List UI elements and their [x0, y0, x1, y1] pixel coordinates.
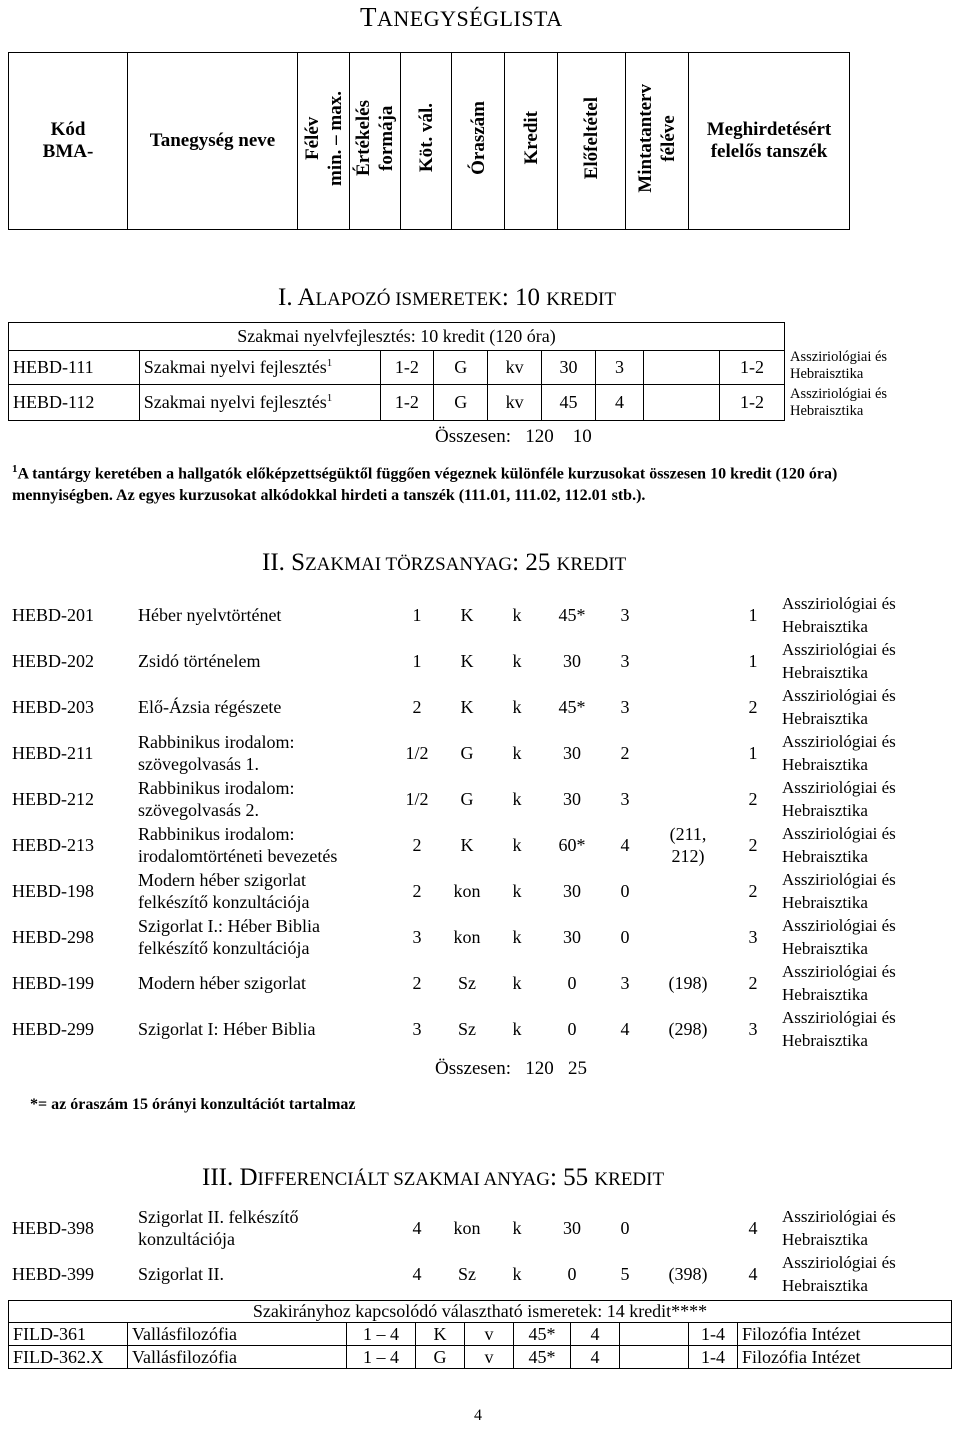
table-row: [8, 960, 954, 1006]
table-row: [8, 730, 954, 776]
cell-code: HEBD-211: [12, 742, 94, 763]
course-name-line-1: Szigorlat II.: [138, 1264, 224, 1284]
cell-dept: [778, 1006, 954, 1052]
cell-sem: 2: [412, 972, 422, 993]
cell-prereq: (211, 212): [669, 824, 707, 866]
cell-code: HEBD-201: [12, 604, 94, 625]
cell-credit: 0: [620, 926, 630, 947]
cell-form: Sz: [458, 1263, 476, 1284]
header-code: Kód BMA-: [9, 53, 128, 230]
header-plan-semester: Mintatanterv féléve: [626, 53, 689, 230]
section-1-subhead: Szakmai nyelvfejlesztés: 10 kredit (120 óra): [9, 323, 785, 351]
cell-sem: 2: [412, 880, 422, 901]
table-row: [8, 822, 954, 868]
section-3-heading: III. DIFFERENCIÁLT SZAKMAI ANYAG: 55 KREDIT: [202, 1164, 665, 1191]
cell-name: [134, 822, 392, 868]
cell-req: k: [512, 1263, 522, 1284]
cell-plan: 3: [748, 1018, 758, 1039]
cell-form: G: [460, 788, 474, 809]
cell-plan: 1: [748, 604, 758, 625]
department-line-2: Hebraisztika: [782, 847, 868, 866]
header-prereq: Előfeltétel: [558, 53, 626, 230]
cell-dept: [778, 1205, 954, 1251]
cell-name: [134, 1205, 392, 1251]
cell-req: k: [512, 834, 522, 855]
cell-req: k: [512, 880, 522, 901]
cell-code: HEBD-199: [12, 972, 94, 993]
department-line-1: Assziriológiai és: [782, 594, 896, 613]
table-row: [8, 1205, 954, 1251]
department-line-2: Hebraisztika: [782, 801, 868, 820]
cell-hours: 45*: [558, 604, 586, 625]
cell-hours: 30: [563, 1217, 581, 1238]
header-assessment: Értékelés formája: [350, 53, 401, 230]
header-hours: Óraszám: [452, 53, 505, 230]
cell-prereq: (298): [668, 1019, 708, 1039]
cell-name: [134, 730, 392, 776]
cell-prereq: [648, 592, 728, 638]
cell-prereq: [648, 730, 728, 776]
cell-dept: [778, 776, 954, 822]
cell-code: HEBD-299: [12, 1018, 94, 1039]
cell-dept: [778, 960, 954, 1006]
cell-req: k: [512, 650, 522, 671]
elective-table: [8, 1300, 952, 1369]
cell-form: kon: [453, 926, 481, 947]
department-line-2: Hebraisztika: [782, 893, 868, 912]
department-line-2: Hebraisztika: [782, 1031, 868, 1050]
department-line-1: Assziriológiai és: [782, 732, 896, 751]
course-name-line-1: Rabbinikus irodalom:: [138, 824, 295, 844]
cell-name: [134, 1251, 392, 1297]
table-row: [8, 914, 954, 960]
department-line-1: Assziriológiai és: [782, 916, 896, 935]
cell-code: HEBD-398: [12, 1217, 94, 1238]
cell-prereq: [648, 1205, 728, 1251]
cell-plan: 1: [748, 742, 758, 763]
department-line-2: Hebraisztika: [782, 663, 868, 682]
cell-credit: 3: [620, 650, 630, 671]
cell-name: [134, 592, 392, 638]
cell-credit: 3: [620, 604, 630, 625]
department-line-1: Assziriológiai és: [782, 1008, 896, 1027]
cell-plan: 2: [748, 972, 758, 993]
cell-credit: 3: [620, 696, 630, 717]
cell-sem: 1: [412, 650, 422, 671]
cell-prereq: [648, 638, 728, 684]
cell-req: k: [512, 788, 522, 809]
cell-prereq: [648, 684, 728, 730]
section-2-table: [8, 592, 954, 1052]
cell-dept: [778, 822, 954, 868]
section-1-heading: I. ALAPOZÓ ISMERETEK: 10 KREDIT: [278, 284, 616, 311]
department-line-2: Hebraisztika: [782, 1276, 868, 1295]
course-name-line-2: szövegolvasás 2.: [138, 800, 259, 820]
department-line-2: Hebraisztika: [782, 985, 868, 1004]
cell-plan: 2: [748, 696, 758, 717]
cell-hours: 0: [567, 972, 577, 993]
cell-hours: 30: [563, 742, 581, 763]
cell-name: [134, 914, 392, 960]
course-name-line-2: konzultációja: [138, 1229, 235, 1249]
course-name-line-2: irodalomtörténeti bevezetés: [138, 846, 338, 866]
cell-dept: [778, 684, 954, 730]
column-header-table: [8, 52, 850, 230]
table-row: FILD-361 Vallásfilozófia 1 – 4 K v 45* 4 1-4 Filozófia Intézet: [9, 1323, 952, 1346]
header-credit: Kredit: [505, 53, 558, 230]
cell-plan: 4: [748, 1217, 758, 1238]
cell-code: HEBD-298: [12, 926, 94, 947]
department-cell: Assziriológiai és Hebraisztika: [790, 386, 888, 419]
cell-dept: [778, 914, 954, 960]
cell-form: K: [460, 696, 474, 717]
cell-prereq: (198): [668, 973, 708, 993]
table-row: [8, 776, 954, 822]
cell-hours: 30: [563, 650, 581, 671]
department-line-1: Assziriológiai és: [782, 1207, 896, 1226]
cell-form: kon: [453, 1217, 481, 1238]
section-2-heading: II. SZAKMAI TÖRZSANYAG: 25 KREDIT: [262, 549, 627, 576]
course-name-line-1: Rabbinikus irodalom:: [138, 778, 295, 798]
department-line-1: Assziriológiai és: [782, 962, 896, 981]
table-row: [8, 868, 954, 914]
cell-form: Sz: [458, 972, 476, 993]
cell-form: G: [460, 742, 474, 763]
cell-sem: 3: [412, 926, 422, 947]
header-name: Tanegység neve: [128, 53, 298, 230]
cell-code: HEBD-202: [12, 650, 94, 671]
section-1-table: [8, 322, 785, 421]
page-title: TANEGYSÉGLISTA: [360, 2, 563, 32]
cell-prereq: (398): [668, 1264, 708, 1284]
cell-sem: 3: [412, 1018, 422, 1039]
cell-sem: 2: [412, 696, 422, 717]
department-line-1: Assziriológiai és: [782, 778, 896, 797]
department-cell: Assziriológiai és Hebraisztika: [790, 349, 888, 382]
cell-prereq: [648, 914, 728, 960]
cell-dept: [778, 1251, 954, 1297]
cell-hours: 0: [567, 1018, 577, 1039]
cell-name: [134, 1006, 392, 1052]
cell-form: K: [460, 604, 474, 625]
table-row: [8, 684, 954, 730]
cell-credit: 0: [620, 880, 630, 901]
cell-form: kon: [453, 880, 481, 901]
department-line-2: Hebraisztika: [782, 1230, 868, 1249]
cell-name: [134, 638, 392, 684]
section-1-footnote: $^1$A tantárgy keretében a hallgatók előképzettségüktől függően végeznek különféle kurzusokat összesen 10 kredit (120 óra) mennyiségben. Az egyes kurzusokat alkódokkal hirdeti a tanszék (111.01, 111.02, 112.01 stb.).: [12, 463, 838, 505]
cell-sem: 4: [412, 1263, 422, 1284]
elective-heading: Szakirányhoz kapcsolódó választható ismeretek: 14 kredit****: [9, 1301, 952, 1323]
cell-name: [134, 684, 392, 730]
table-row: [8, 638, 954, 684]
course-name-line-1: Modern héber szigorlat: [138, 973, 306, 993]
department-line-1: Assziriológiai és: [782, 1253, 896, 1272]
cell-req: k: [512, 1217, 522, 1238]
section-1-total: Összesen: 120 10: [435, 426, 592, 447]
cell-hours: 30: [563, 880, 581, 901]
cell-req: k: [512, 972, 522, 993]
table-row: HEBD-111 Szakmai nyelvi fejlesztés$^1$ 1-2 G kv 30 3 1-2: [9, 351, 785, 385]
cell-dept: [778, 638, 954, 684]
course-name-line-1: Szigorlat I.: Héber Biblia: [138, 916, 320, 936]
cell-form: Sz: [458, 1018, 476, 1039]
cell-sem: 1/2: [405, 788, 429, 809]
cell-hours: 60*: [558, 834, 586, 855]
header-department: Meghirdetésért felelős tanszék: [689, 53, 850, 230]
cell-dept: [778, 868, 954, 914]
cell-credit: 3: [620, 788, 630, 809]
cell-code: HEBD-203: [12, 696, 94, 717]
department-line-1: Assziriológiai és: [782, 870, 896, 889]
section-2-total: Összesen: 120 25: [435, 1058, 587, 1079]
table-row: [8, 1006, 954, 1052]
cell-plan: 1: [748, 650, 758, 671]
cell-credit: 0: [620, 1217, 630, 1238]
course-name-line-2: felkészítő konzultációja: [138, 892, 310, 912]
department-line-2: Hebraisztika: [782, 617, 868, 636]
department-line-2: Hebraisztika: [782, 755, 868, 774]
header-semester: Félév min. – max.: [298, 53, 350, 230]
cell-code: HEBD-198: [12, 880, 94, 901]
table-row: FILD-362.X Vallásfilozófia 1 – 4 G v 45* 4 1-4 Filozófia Intézet: [9, 1346, 952, 1369]
cell-dept: [778, 592, 954, 638]
cell-hours: 45*: [558, 696, 586, 717]
cell-code: HEBD-213: [12, 834, 94, 855]
cell-sem: 1/2: [405, 742, 429, 763]
department-line-2: Hebraisztika: [782, 709, 868, 728]
course-name-line-1: Modern héber szigorlat: [138, 870, 306, 890]
cell-plan: 2: [748, 788, 758, 809]
cell-code: HEBD-399: [12, 1263, 94, 1284]
cell-req: k: [512, 926, 522, 947]
course-name-line-1: Elő-Ázsia régészete: [138, 697, 282, 717]
section-3-table: [8, 1205, 954, 1297]
course-name-line-1: Héber nyelvtörténet: [138, 605, 282, 625]
cell-credit: 4: [620, 834, 630, 855]
cell-prereq: [648, 776, 728, 822]
cell-req: k: [512, 604, 522, 625]
department-line-1: Assziriológiai és: [782, 640, 896, 659]
cell-sem: 2: [412, 834, 422, 855]
course-name-line-2: felkészítő konzultációja: [138, 938, 310, 958]
course-name-line-1: Szigorlat II. felkészítő: [138, 1207, 299, 1227]
cell-hours: 30: [563, 788, 581, 809]
cell-credit: 5: [620, 1263, 630, 1284]
cell-req: k: [512, 1018, 522, 1039]
cell-credit: 3: [620, 972, 630, 993]
header-compulsory: Köt. vál.: [401, 53, 452, 230]
course-name-line-1: Szigorlat I: Héber Biblia: [138, 1019, 316, 1039]
department-line-1: Assziriológiai és: [782, 686, 896, 705]
table-row: [8, 1251, 954, 1297]
course-name-line-1: Rabbinikus irodalom:: [138, 732, 295, 752]
cell-plan: 3: [748, 926, 758, 947]
cell-plan: 2: [748, 834, 758, 855]
table-row: HEBD-112 Szakmai nyelvi fejlesztés$^1$ 1-2 G kv 45 4 1-2: [9, 385, 785, 421]
cell-sem: 4: [412, 1217, 422, 1238]
cell-name: [134, 776, 392, 822]
cell-name: [134, 960, 392, 1006]
cell-req: k: [512, 696, 522, 717]
section-2-footnote: *= az óraszám 15 órányi konzultációt tartalmaz: [30, 1096, 356, 1113]
cell-form: K: [460, 650, 474, 671]
course-name-line-2: szövegolvasás 1.: [138, 754, 259, 774]
cell-sem: 1: [412, 604, 422, 625]
cell-code: HEBD-212: [12, 788, 94, 809]
cell-plan: 4: [748, 1263, 758, 1284]
cell-credit: 2: [620, 742, 630, 763]
cell-form: K: [460, 834, 474, 855]
cell-prereq: [648, 868, 728, 914]
department-line-2: Hebraisztika: [782, 939, 868, 958]
cell-name: [134, 868, 392, 914]
cell-plan: 2: [748, 880, 758, 901]
cell-req: k: [512, 742, 522, 763]
cell-credit: 4: [620, 1018, 630, 1039]
course-name-line-1: Zsidó történelem: [138, 651, 261, 671]
cell-hours: 30: [563, 926, 581, 947]
page-number: 4: [474, 1407, 482, 1424]
department-line-1: Assziriológiai és: [782, 824, 896, 843]
cell-dept: [778, 730, 954, 776]
table-row: [8, 592, 954, 638]
cell-hours: 0: [567, 1263, 577, 1284]
